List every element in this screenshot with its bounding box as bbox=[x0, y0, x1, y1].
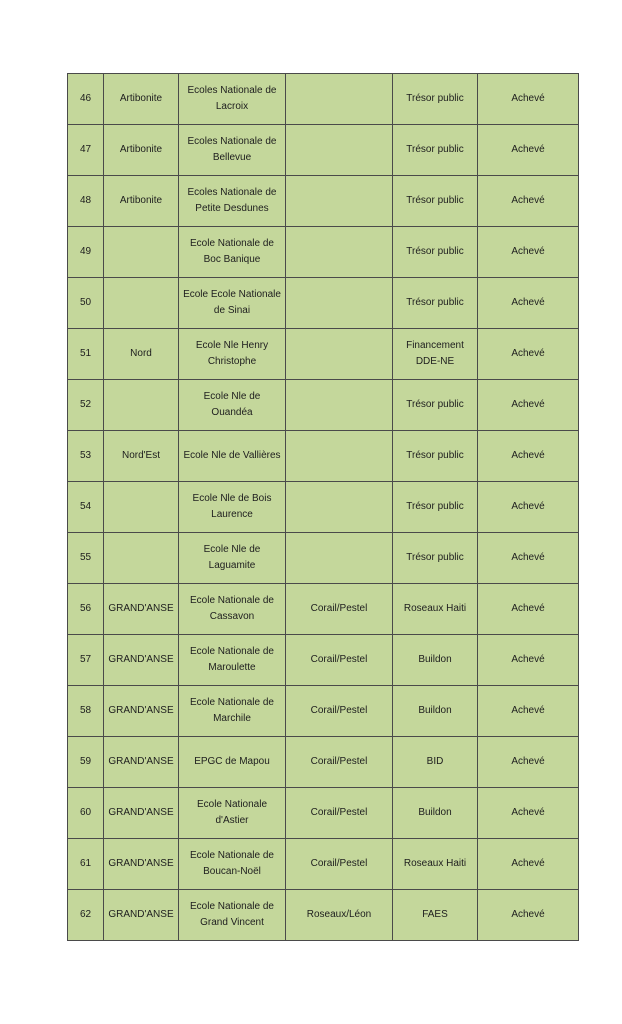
funding-source-cell: BID bbox=[393, 737, 478, 788]
department-cell bbox=[104, 380, 179, 431]
commune-cell bbox=[286, 278, 393, 329]
table-body bbox=[68, 74, 579, 941]
department-cell: Artibonite bbox=[104, 74, 179, 125]
status-cell: Achevé bbox=[478, 584, 579, 635]
status-cell: Achevé bbox=[478, 890, 579, 941]
status-cell: Achevé bbox=[478, 329, 579, 380]
department-cell bbox=[104, 227, 179, 278]
table-row bbox=[68, 890, 579, 941]
table-row bbox=[68, 125, 579, 176]
funding-source-cell: Financement DDE-NE bbox=[393, 329, 478, 380]
commune-cell bbox=[286, 125, 393, 176]
commune-cell bbox=[286, 533, 393, 584]
school-name-cell: Ecoles Nationale de Bellevue bbox=[179, 125, 286, 176]
school-name-cell: Ecole Nle de Ouandéa bbox=[179, 380, 286, 431]
row-number-cell: 57 bbox=[68, 635, 104, 686]
row-number-cell: 47 bbox=[68, 125, 104, 176]
school-name-cell: Ecole Ecole Nationale de Sinai bbox=[179, 278, 286, 329]
status-cell: Achevé bbox=[478, 431, 579, 482]
funding-source-cell: Roseaux Haiti bbox=[393, 839, 478, 890]
table-row bbox=[68, 482, 579, 533]
row-number-cell: 52 bbox=[68, 380, 104, 431]
funding-source-cell: Trésor public bbox=[393, 431, 478, 482]
status-cell: Achevé bbox=[478, 788, 579, 839]
department-cell: Nord bbox=[104, 329, 179, 380]
department-cell: GRAND'ANSE bbox=[104, 839, 179, 890]
funding-source-cell: Trésor public bbox=[393, 125, 478, 176]
table-row bbox=[68, 584, 579, 635]
status-cell: Achevé bbox=[478, 839, 579, 890]
row-number-cell: 62 bbox=[68, 890, 104, 941]
status-cell: Achevé bbox=[478, 686, 579, 737]
funding-source-cell: Roseaux Haiti bbox=[393, 584, 478, 635]
row-number-cell: 55 bbox=[68, 533, 104, 584]
funding-source-cell: Trésor public bbox=[393, 533, 478, 584]
commune-cell: Corail/Pestel bbox=[286, 635, 393, 686]
funding-source-cell: Trésor public bbox=[393, 380, 478, 431]
table-row bbox=[68, 431, 579, 482]
commune-cell bbox=[286, 329, 393, 380]
table-row bbox=[68, 74, 579, 125]
table-row bbox=[68, 839, 579, 890]
table-row bbox=[68, 788, 579, 839]
row-number-cell: 53 bbox=[68, 431, 104, 482]
commune-cell: Corail/Pestel bbox=[286, 584, 393, 635]
school-name-cell: Ecoles Nationale de Petite Desdunes bbox=[179, 176, 286, 227]
status-cell: Achevé bbox=[478, 635, 579, 686]
school-name-cell: EPGC de Mapou bbox=[179, 737, 286, 788]
status-cell: Achevé bbox=[478, 74, 579, 125]
commune-cell bbox=[286, 431, 393, 482]
department-cell: GRAND'ANSE bbox=[104, 686, 179, 737]
table-row bbox=[68, 686, 579, 737]
status-cell: Achevé bbox=[478, 227, 579, 278]
school-name-cell: Ecole Nationale de Maroulette bbox=[179, 635, 286, 686]
commune-cell: Roseaux/Léon bbox=[286, 890, 393, 941]
commune-cell bbox=[286, 176, 393, 227]
department-cell: GRAND'ANSE bbox=[104, 890, 179, 941]
table-row bbox=[68, 533, 579, 584]
row-number-cell: 50 bbox=[68, 278, 104, 329]
department-cell bbox=[104, 482, 179, 533]
commune-cell bbox=[286, 380, 393, 431]
table-row bbox=[68, 176, 579, 227]
department-cell: GRAND'ANSE bbox=[104, 737, 179, 788]
department-cell: GRAND'ANSE bbox=[104, 788, 179, 839]
table-row bbox=[68, 635, 579, 686]
funding-source-cell: Trésor public bbox=[393, 482, 478, 533]
status-cell: Achevé bbox=[478, 737, 579, 788]
department-cell: Artibonite bbox=[104, 125, 179, 176]
department-cell: GRAND'ANSE bbox=[104, 584, 179, 635]
funding-source-cell: Trésor public bbox=[393, 74, 478, 125]
school-name-cell: Ecole Nationale de Marchile bbox=[179, 686, 286, 737]
school-name-cell: Ecole Nationale de Grand Vincent bbox=[179, 890, 286, 941]
row-number-cell: 61 bbox=[68, 839, 104, 890]
table-row bbox=[68, 227, 579, 278]
table-row bbox=[68, 329, 579, 380]
row-number-cell: 51 bbox=[68, 329, 104, 380]
status-cell: Achevé bbox=[478, 482, 579, 533]
department-cell: Nord'Est bbox=[104, 431, 179, 482]
row-number-cell: 56 bbox=[68, 584, 104, 635]
school-name-cell: Ecole Nle de Bois Laurence bbox=[179, 482, 286, 533]
status-cell: Achevé bbox=[478, 278, 579, 329]
commune-cell: Corail/Pestel bbox=[286, 686, 393, 737]
status-cell: Achevé bbox=[478, 125, 579, 176]
school-name-cell: Ecole Nle de Laguamite bbox=[179, 533, 286, 584]
commune-cell bbox=[286, 227, 393, 278]
funding-source-cell: Trésor public bbox=[393, 227, 478, 278]
table-row bbox=[68, 737, 579, 788]
schools-table bbox=[67, 73, 579, 941]
funding-source-cell: Trésor public bbox=[393, 176, 478, 227]
status-cell: Achevé bbox=[478, 176, 579, 227]
school-name-cell: Ecole Nationale de Cassavon bbox=[179, 584, 286, 635]
row-number-cell: 59 bbox=[68, 737, 104, 788]
row-number-cell: 48 bbox=[68, 176, 104, 227]
status-cell: Achevé bbox=[478, 380, 579, 431]
row-number-cell: 49 bbox=[68, 227, 104, 278]
funding-source-cell: Buildon bbox=[393, 635, 478, 686]
school-name-cell: Ecole Nationale de Boucan-Noël bbox=[179, 839, 286, 890]
department-cell bbox=[104, 278, 179, 329]
row-number-cell: 58 bbox=[68, 686, 104, 737]
commune-cell: Corail/Pestel bbox=[286, 839, 393, 890]
school-name-cell: Ecole Nle de Vallières bbox=[179, 431, 286, 482]
row-number-cell: 54 bbox=[68, 482, 104, 533]
commune-cell bbox=[286, 74, 393, 125]
funding-source-cell: Buildon bbox=[393, 686, 478, 737]
commune-cell bbox=[286, 482, 393, 533]
department-cell bbox=[104, 533, 179, 584]
school-name-cell: Ecole Nationale d'Astier bbox=[179, 788, 286, 839]
row-number-cell: 46 bbox=[68, 74, 104, 125]
table-row bbox=[68, 278, 579, 329]
commune-cell: Corail/Pestel bbox=[286, 788, 393, 839]
status-cell: Achevé bbox=[478, 533, 579, 584]
funding-source-cell: Buildon bbox=[393, 788, 478, 839]
department-cell: GRAND'ANSE bbox=[104, 635, 179, 686]
row-number-cell: 60 bbox=[68, 788, 104, 839]
department-cell: Artibonite bbox=[104, 176, 179, 227]
school-name-cell: Ecoles Nationale de Lacroix bbox=[179, 74, 286, 125]
funding-source-cell: Trésor public bbox=[393, 278, 478, 329]
school-name-cell: Ecole Nle Henry Christophe bbox=[179, 329, 286, 380]
table-row bbox=[68, 380, 579, 431]
funding-source-cell: FAES bbox=[393, 890, 478, 941]
commune-cell: Corail/Pestel bbox=[286, 737, 393, 788]
school-name-cell: Ecole Nationale de Boc Banique bbox=[179, 227, 286, 278]
